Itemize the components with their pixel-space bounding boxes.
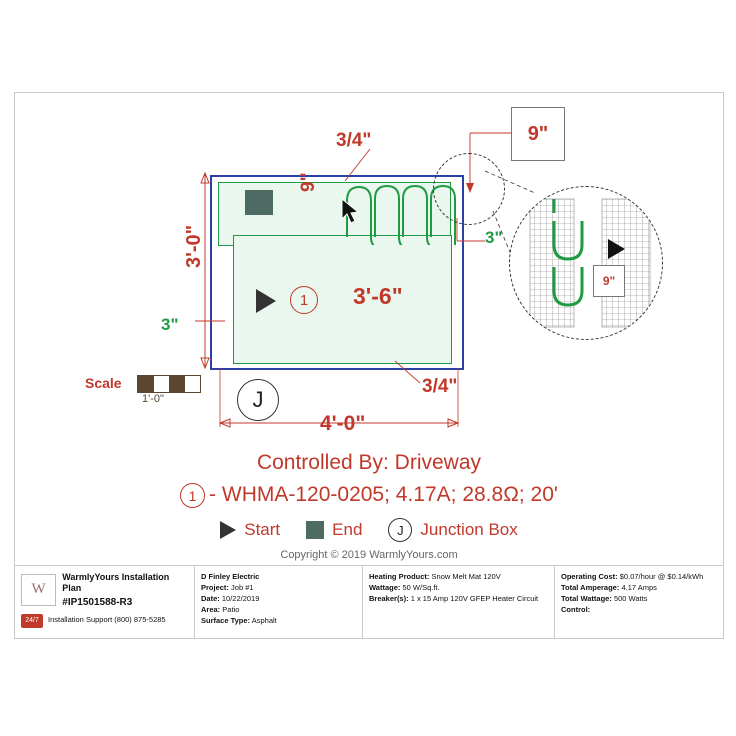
legend-end — [306, 520, 362, 540]
warmlyyours-logo-icon: W — [21, 574, 56, 606]
operating-cost-value: $0.07/hour @ $0.14/kWh — [619, 572, 704, 581]
junction-box-marker: J — [237, 379, 279, 421]
support-row — [21, 614, 188, 628]
area-value: Patio — [222, 604, 240, 614]
total-wattage-value: 500 Watts — [613, 593, 648, 603]
title-block-brand — [15, 566, 195, 638]
product-spec-text: - WHMA-120-0205; 4.17A; 28.8Ω; 20' — [209, 483, 558, 507]
title-block-customer — [195, 566, 363, 638]
area-label: Area: — [201, 604, 221, 614]
date-value: 10/22/2019 — [221, 593, 260, 603]
scale-bar — [137, 375, 201, 393]
plan-drawing — [15, 93, 723, 443]
dim-top-three-quarter: 3/4" — [336, 130, 372, 151]
heating-label: Heating Product: — [369, 572, 430, 581]
support-text: Installation Support (800) 875-5285 — [48, 615, 166, 625]
dim-overall-width: 4'-0" — [320, 412, 366, 435]
detail-nine-inch-label: 9" — [593, 265, 625, 297]
dim-nine-inch-left: 9" — [298, 172, 319, 192]
product-circuit-marker: 1 — [180, 483, 205, 508]
customer-company: D Finley Electric — [201, 572, 260, 581]
controlled-by-caption: Controlled By: Driveway — [256, 451, 482, 474]
operating-cost-label: Operating Cost: — [561, 572, 618, 581]
legend-start — [220, 520, 280, 540]
dim-overall-height: 3'-0" — [183, 224, 205, 268]
brand-name: WarmlyYours Installation Plan — [62, 572, 170, 594]
title-block-product — [363, 566, 555, 638]
start-triangle-icon — [220, 521, 236, 539]
dim-mat-width: 3'-6" — [353, 283, 403, 309]
total-amperage-label: Total Amperage: — [561, 582, 620, 592]
date-label: Date: — [201, 593, 220, 603]
total-wattage-label: Total Wattage: — [561, 593, 612, 603]
project-label: Project: — [201, 582, 229, 592]
heating-value: Snow Melt Mat 120V — [431, 572, 501, 581]
total-amperage-value: 4.17 Amps — [621, 582, 657, 592]
drawing-sheet — [14, 92, 724, 639]
end-square-icon — [306, 521, 324, 539]
title-block — [15, 565, 723, 638]
breaker-label: Breaker(s): — [369, 593, 409, 603]
project-value: Job #1 — [231, 582, 254, 592]
legend-start-label: Start — [244, 520, 281, 539]
wattage-value: 50 W/Sq.ft. — [402, 582, 440, 592]
dim-bottom-three-quarter: 3/4" — [422, 376, 458, 397]
detail-source-circle — [433, 153, 505, 225]
legend — [15, 518, 723, 542]
junction-circle-icon: J — [388, 518, 412, 542]
surface-value: Asphalt — [251, 615, 277, 625]
title-block-electrical — [555, 566, 723, 638]
legend-junction-label: Junction Box — [420, 520, 518, 539]
circuit-marker-1: 1 — [290, 286, 318, 314]
surface-label: Surface Type: — [201, 615, 251, 625]
support-badge: 24/7 — [21, 614, 43, 628]
dim-three-inch-right: 3" — [485, 228, 503, 247]
dim-three-inch-left: 3" — [161, 315, 179, 334]
breaker-value: 1 x 15 Amp 120V GFEP Heater Circuit — [410, 593, 539, 603]
plan-id: #IP1501588-R3 — [62, 596, 133, 608]
control-label: Control: — [561, 604, 591, 614]
wattage-label: Wattage: — [369, 582, 401, 592]
product-spec-caption — [15, 483, 723, 508]
legend-end-label: End — [332, 520, 363, 539]
callout-nine-inch-box: 9" — [511, 107, 565, 161]
brand-row — [21, 572, 188, 608]
legend-junction — [388, 518, 517, 542]
detail-bubble — [509, 186, 663, 340]
scale-caption: 1'-0" — [142, 393, 164, 405]
scale-label: Scale — [85, 375, 122, 391]
copyright-text: Copyright © 2019 WarmlyYours.com — [280, 549, 458, 561]
